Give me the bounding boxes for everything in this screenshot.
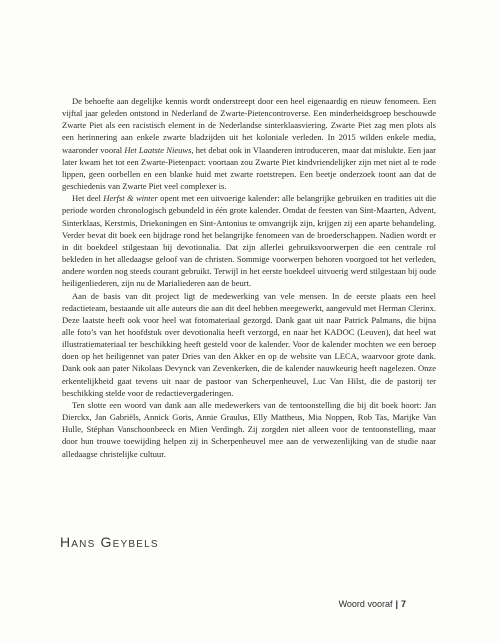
paragraph-4: Ten slotte een woord van dank aan alle medewerkers van de tentoonstelling die bij dit boek hoort: Jan Dierckx, Jan Gabriëls, Annick Goris, Annie Graulus, Elly Mattheus, Mia Noppen, Rob Tas, Marijke Van Hulle, Stéphan Vanschoonbeeck en Mien Verdingh. Zij zorgden niet alleen voor de tentoonstelling, maar door hun trouwe toewijding helpen zij in Scherpenheuvel mee aan de verwezenlijking van de studie naar alledaagse christelijke cultuur. [62,399,436,459]
publication-title: Het Laatste Nieuws [124,144,192,155]
page-footer [339,599,406,609]
page-number: 7 [400,599,406,609]
paragraph-3: Aan de basis van dit project ligt de medewerking van vele mensen. In de eerste plaats een heel redactieteam, bestaande uit alle auteurs die aan dit deel hebben meegewerkt, aangevuld met Herman Clerinx. Deze laatste heeft ook voor heel wat fotomateriaal gezorgd. Dank gaat uit naar Patrick Palmans, die bijna alle foto’s van het hoofdstuk over devotionalia heeft verzorgd, en naar het KADOC (Leuven), dat heel wat illustratiemateriaal ter beschikking heeft gesteld voor de kalender. Voor de kalender mochten we een beroep doen op het heiligennet van pater Dries van den Akker en op de website van LECA, waarvoor grote dank. Dank ook aan pater Nikolaas Devynck van Zevenkerken, die de kalender nauwkeurig heeft nagelezen. Onze erkentelijkheid gaat tevens uit naar de pastoor van Scherpenheuvel, Luc Van Hilst, die de pastorij ter beschikking stelde voor de redactievergaderingen. [62,290,436,398]
paragraph-2: Het deel Herfst & winter opent met een uitvoerige kalender: alle belangrijke gebruiken en tradities uit die periode worden chronologisch gebundeld in één grote kalender. Omdat de feesten van Sint-Maarten, Advent, Sinterklaas, Kerstmis, Driekoningen en Sint-Antonius te omvangrijk zijn, krijgen zij een aparte behandeling. Verder bevat dit boek een bijdrage rond het belangrijke fenomeen van de broederschappen. Nadien wordt er in dit boekdeel stilgestaan bij devotionalia. Dat zijn allerlei gebruiksvoorwerpen die een centrale rol bekleden in het alledaagse geloof van de christen. Sommige voorwerpen behoren voorgoed tot het verleden, andere worden nog steeds courant gebruikt. Terwijl in het eerste boekdeel uitvoerig werd stilgestaan bij oude heiligenliederen, zijn nu de Marialiederen aan de beurt. [62,193,436,289]
volume-title: Herfst & winter [103,193,158,204]
footer-section-title: Woord vooraf [338,599,393,609]
body-text [62,95,436,460]
footer-separator: | [395,599,398,609]
paragraph-1: De behoefte aan degelijke kennis wordt onderstreept door een heel eigenaardig en nieuw fenomeen. Een vijftal jaar geleden ontstond in Nederland de Zwarte-Pietencontroverse. Een minderheidsgroep beschouwde Zwarte Piet als een racistisch element in de Nederlandse sinterklaasviering. Zwarte Piet zag men plots als een herinnering aan enkele zwarte bladzijden uit het koloniale verleden. In 2015 wilden enkele media, waaronder vooral Het Laatste Nieuws, het debat ook in Vlaanderen introduceren, maar dat mislukte. Een jaar later kwam het tot een Zwarte-Pietenpact: voortaan zou Zwarte Piet kindvriendelijker zijn met niet al te rode lippen, geen oorbellen en een blanke huid met zwarte roetstrepen. Een beetje onderzoek toont aan dat de geschiedenis van Zwarte Piet veel complexer is. [62,96,437,192]
author-signature: Hans Geybels [60,534,159,550]
